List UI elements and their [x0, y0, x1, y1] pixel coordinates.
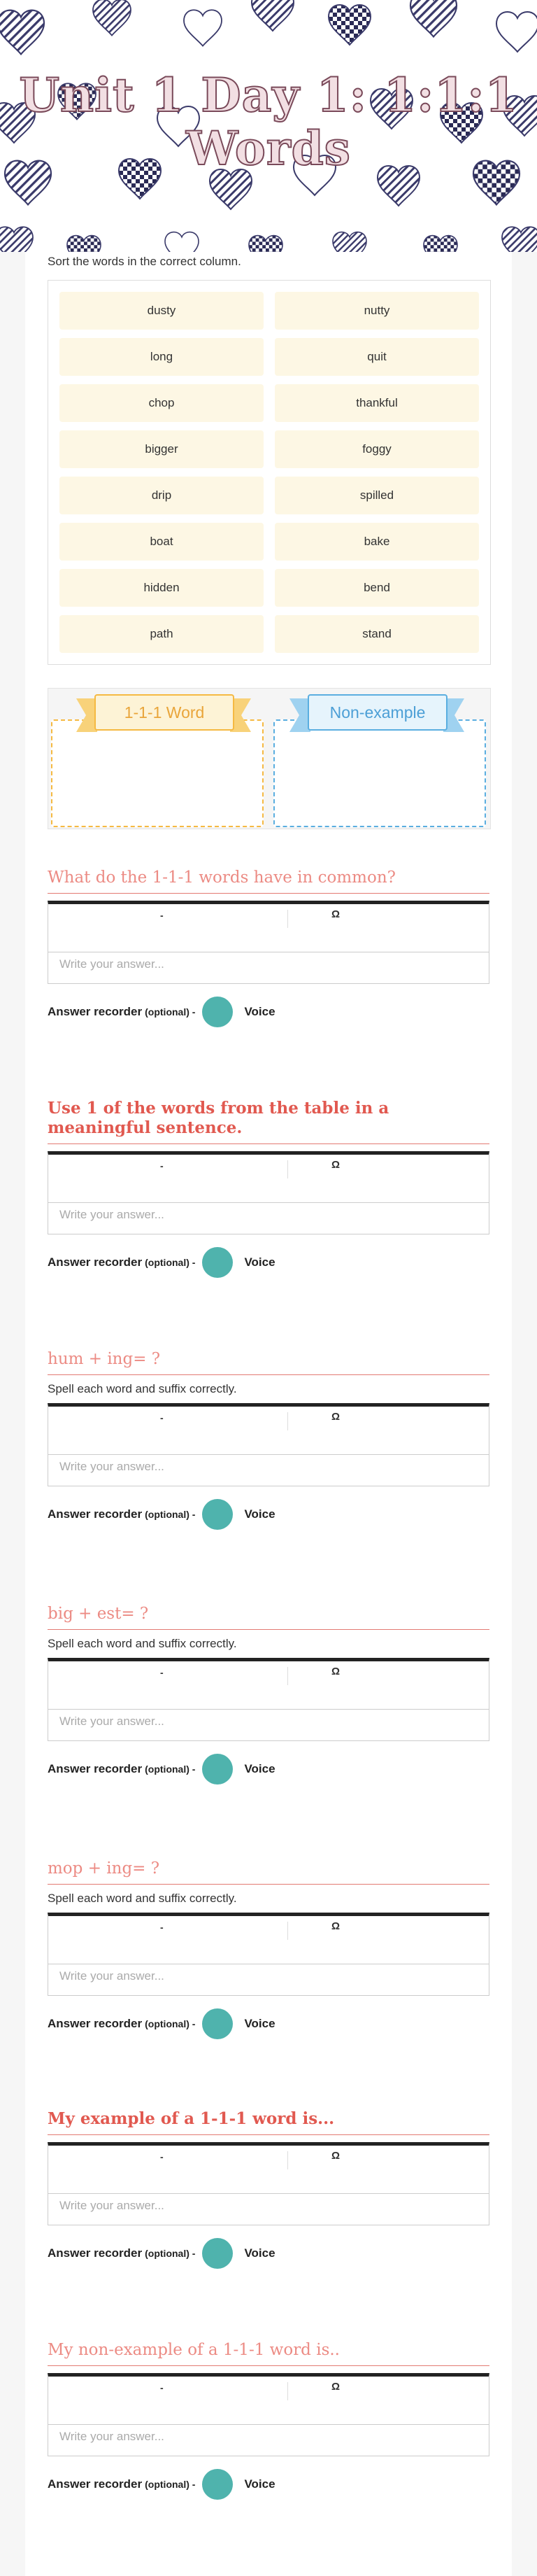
answer-input[interactable]: Write your answer... — [48, 945, 489, 984]
word-card[interactable]: boat — [59, 523, 264, 561]
word-card[interactable]: spilled — [275, 477, 479, 514]
answer-recorder — [48, 997, 489, 1027]
editor-toolbar — [48, 2373, 489, 2425]
recorder-optional: (optional) - — [145, 1509, 196, 1520]
voice-label: Voice — [244, 2017, 275, 2030]
special-characters-button[interactable]: Ω — [331, 1411, 341, 1423]
answer-recorder — [48, 1247, 489, 1278]
word-card[interactable]: chop — [59, 384, 264, 422]
toolbar-divider — [287, 1922, 288, 1940]
question-subtitle: Spell each word and suffix correctly. — [48, 1892, 237, 1905]
voice-label: Voice — [244, 1762, 275, 1775]
question-5 — [48, 1859, 489, 2039]
word-card[interactable]: foggy — [275, 430, 479, 468]
word-card[interactable]: stand — [275, 615, 479, 653]
word-card[interactable]: drip — [59, 477, 264, 514]
record-button[interactable] — [202, 1499, 233, 1530]
voice-label: Voice — [244, 1255, 275, 1269]
format-dropdown[interactable]: - — [160, 1412, 164, 1423]
answer-input[interactable]: Write your answer... — [48, 1448, 489, 1486]
question-7 — [48, 2340, 489, 2500]
toolbar-divider — [287, 1667, 288, 1685]
header-banner — [0, 0, 537, 252]
voice-label: Voice — [244, 1005, 275, 1018]
question-title: Use 1 of the words from the table in a meaningful sentence. — [48, 1099, 489, 1144]
format-dropdown[interactable]: - — [160, 1160, 164, 1171]
word-card[interactable]: bigger — [59, 430, 264, 468]
category-header-non-example: Non-example — [308, 694, 448, 731]
answer-input[interactable]: Write your answer... — [48, 2418, 489, 2456]
question-2 — [48, 1099, 489, 1278]
question-title: big + est= ? — [48, 1604, 489, 1630]
toolbar-divider — [287, 1412, 288, 1430]
category-header-1-1-1: 1-1-1 Word — [94, 694, 234, 731]
editor-toolbar — [48, 1151, 489, 1203]
answer-recorder — [48, 2238, 489, 2269]
editor-toolbar — [48, 2142, 489, 2194]
word-card[interactable]: thankful — [275, 384, 479, 422]
recorder-label: Answer recorder — [48, 1255, 143, 1269]
question-title: mop + ing= ? — [48, 1859, 489, 1885]
word-card[interactable]: nutty — [275, 292, 479, 330]
recorder-optional: (optional) - — [145, 1764, 196, 1775]
answer-recorder — [48, 1754, 489, 1785]
toolbar-divider — [287, 910, 288, 928]
word-card[interactable]: hidden — [59, 569, 264, 607]
special-characters-button[interactable]: Ω — [331, 1920, 341, 1932]
question-1 — [48, 868, 489, 1027]
word-card[interactable]: long — [59, 338, 264, 376]
editor-toolbar — [48, 901, 489, 952]
toolbar-divider — [287, 2151, 288, 2169]
recorder-optional: (optional) - — [145, 1257, 196, 1268]
toolbar-divider — [287, 2382, 288, 2400]
voice-label: Voice — [244, 2477, 275, 2491]
recorder-optional: (optional) - — [145, 1006, 196, 1018]
special-characters-button[interactable]: Ω — [331, 908, 341, 920]
question-subtitle: Spell each word and suffix correctly. — [48, 1382, 237, 1395]
word-card[interactable]: path — [59, 615, 264, 653]
page-title: Unit 1 Day 1: 1:1:1 Words — [19, 68, 518, 176]
special-characters-button[interactable]: Ω — [331, 2150, 341, 2162]
recorder-label: Answer recorder — [48, 1762, 143, 1775]
answer-recorder — [48, 1499, 489, 1530]
format-dropdown[interactable]: - — [160, 1667, 164, 1678]
format-dropdown[interactable]: - — [160, 2151, 164, 2162]
record-button[interactable] — [202, 997, 233, 1027]
question-3 — [48, 1349, 489, 1530]
recorder-optional: (optional) - — [145, 2479, 196, 2490]
sort-instruction: Sort the words in the correct column. — [48, 255, 241, 268]
recorder-optional: (optional) - — [145, 2248, 196, 2259]
editor-toolbar — [48, 1658, 489, 1710]
question-title: My non-example of a 1-1-1 word is.. — [48, 2340, 489, 2366]
question-4 — [48, 1604, 489, 1785]
recorder-label: Answer recorder — [48, 1507, 143, 1521]
question-title: What do the 1-1-1 words have in common? — [48, 868, 489, 894]
question-6 — [48, 2109, 489, 2269]
answer-input[interactable]: Write your answer... — [48, 1703, 489, 1741]
question-title: hum + ing= ? — [48, 1349, 489, 1375]
voice-label: Voice — [244, 1507, 275, 1521]
sort-columns — [48, 688, 491, 829]
answer-input[interactable]: Write your answer... — [48, 1957, 489, 1996]
answer-recorder — [48, 2469, 489, 2500]
record-button[interactable] — [202, 2469, 233, 2500]
word-card[interactable]: bend — [275, 569, 479, 607]
answer-recorder — [48, 2008, 489, 2039]
format-dropdown[interactable]: - — [160, 1922, 164, 1933]
record-button[interactable] — [202, 2238, 233, 2269]
editor-toolbar — [48, 1403, 489, 1455]
word-card[interactable]: quit — [275, 338, 479, 376]
special-characters-button[interactable]: Ω — [331, 2381, 341, 2393]
recorder-label: Answer recorder — [48, 1005, 143, 1018]
answer-input[interactable]: Write your answer... — [48, 2187, 489, 2225]
format-dropdown[interactable]: - — [160, 2382, 164, 2393]
question-title: My example of a 1-1-1 word is... — [48, 2109, 489, 2135]
recorder-optional: (optional) - — [145, 2018, 196, 2029]
record-button[interactable] — [202, 1754, 233, 1785]
toolbar-divider — [287, 1160, 288, 1178]
format-dropdown[interactable]: - — [160, 910, 164, 921]
recorder-label: Answer recorder — [48, 2477, 143, 2491]
record-button[interactable] — [202, 1247, 233, 1278]
word-bank — [48, 280, 491, 665]
recorder-label: Answer recorder — [48, 2017, 143, 2030]
editor-toolbar — [48, 1913, 489, 1964]
voice-label: Voice — [244, 2246, 275, 2260]
special-characters-button[interactable]: Ω — [331, 1159, 341, 1171]
question-subtitle: Spell each word and suffix correctly. — [48, 1637, 237, 1650]
word-card[interactable]: dusty — [59, 292, 264, 330]
recorder-label: Answer recorder — [48, 2246, 143, 2260]
special-characters-button[interactable]: Ω — [331, 1666, 341, 1677]
answer-input[interactable]: Write your answer... — [48, 1196, 489, 1234]
record-button[interactable] — [202, 2008, 233, 2039]
word-card[interactable]: bake — [275, 523, 479, 561]
